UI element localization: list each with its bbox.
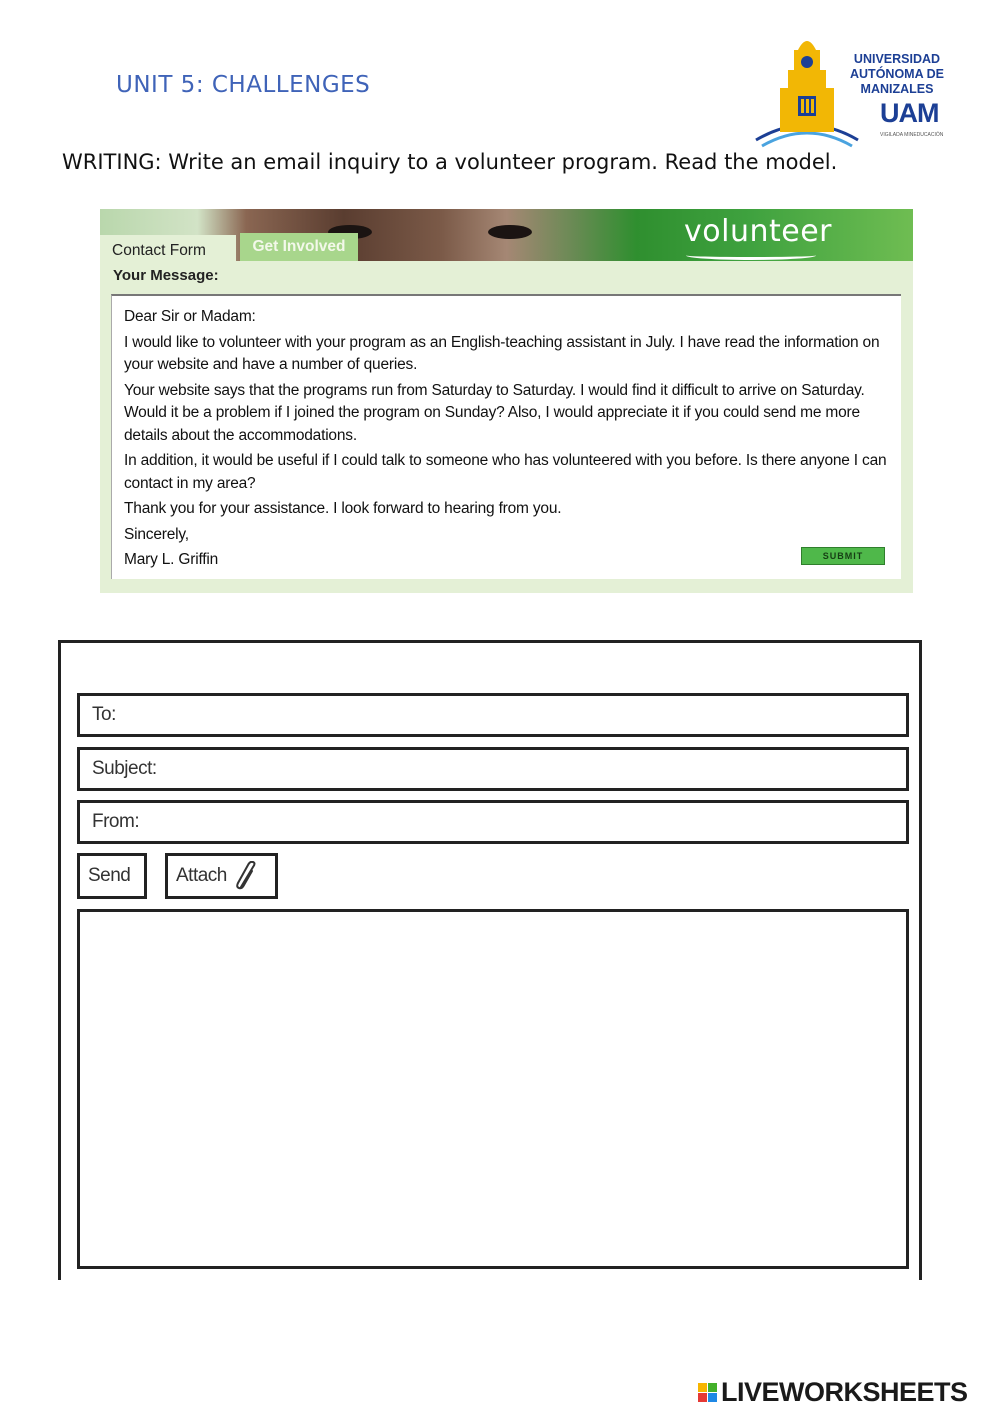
message-paragraph: In addition, it would be useful if I could talk to someone who has volunteered with you before. Is there anyone I can contact in my area? xyxy=(124,452,887,492)
model-contact-form xyxy=(100,209,913,593)
banner-eye xyxy=(488,225,532,239)
message-paragraph: Thank you for your assistance. I look forward to hearing from you. xyxy=(124,500,562,517)
attach-label: Attach xyxy=(176,865,227,886)
logo-tagline: VIGILADA MINEDUCACIÓN xyxy=(880,132,944,138)
submit-button[interactable]: SUBMIT xyxy=(801,547,885,565)
logo-acronym: UAM xyxy=(880,98,939,128)
to-field[interactable] xyxy=(77,693,909,737)
subject-field[interactable] xyxy=(77,747,909,791)
from-field[interactable] xyxy=(77,800,909,844)
message-greeting: Dear Sir or Madam: xyxy=(124,308,256,325)
writing-instruction: WRITING: Write an email inquiry to a volunteer program. Read the model. xyxy=(62,150,838,174)
message-signature: Mary L. Griffin xyxy=(124,551,219,568)
send-button[interactable]: Send xyxy=(77,853,147,899)
to-label: To: xyxy=(92,704,116,725)
university-logo xyxy=(752,30,957,148)
tab-get-involved[interactable]: Get Involved xyxy=(240,233,358,261)
paperclip-icon xyxy=(233,861,259,891)
message-closing: Sincerely, xyxy=(124,525,189,543)
logo-building-icon xyxy=(752,30,862,148)
message-textarea[interactable] xyxy=(111,294,901,579)
attach-button[interactable] xyxy=(165,853,278,899)
email-compose-window xyxy=(58,640,922,1280)
from-label: From: xyxy=(92,811,140,832)
subject-label: Subject: xyxy=(92,758,157,779)
liveworksheets-brand: LIVEWORKSHEETS xyxy=(721,1377,968,1407)
logo-name: UNIVERSIDAD AUTÓNOMA DE MANIZALES xyxy=(850,52,944,96)
email-body-input[interactable] xyxy=(77,909,909,1269)
tab-contact-form[interactable]: Contact Form xyxy=(100,235,236,267)
your-message-label: Your Message: xyxy=(113,267,219,284)
unit-title: UNIT 5: CHALLENGES xyxy=(116,72,371,98)
message-paragraph: Your website says that the programs run from Saturday to Saturday. I would find it difficult to arrive on Saturday. Would it be a problem if I joined the program on Sunday? Also, I would appreciate it if you could send me more details about the accommodations. xyxy=(124,381,865,444)
message-paragraph: I would like to volunteer with your program as an English-teaching assistant in July. I have read the information on your website and have a number of queries. xyxy=(124,333,880,373)
liveworksheets-logo-icon xyxy=(698,1383,717,1402)
brand-swoosh xyxy=(686,251,816,260)
volunteer-brand: volunteer xyxy=(684,214,832,249)
liveworksheets-footer xyxy=(698,1377,968,1408)
